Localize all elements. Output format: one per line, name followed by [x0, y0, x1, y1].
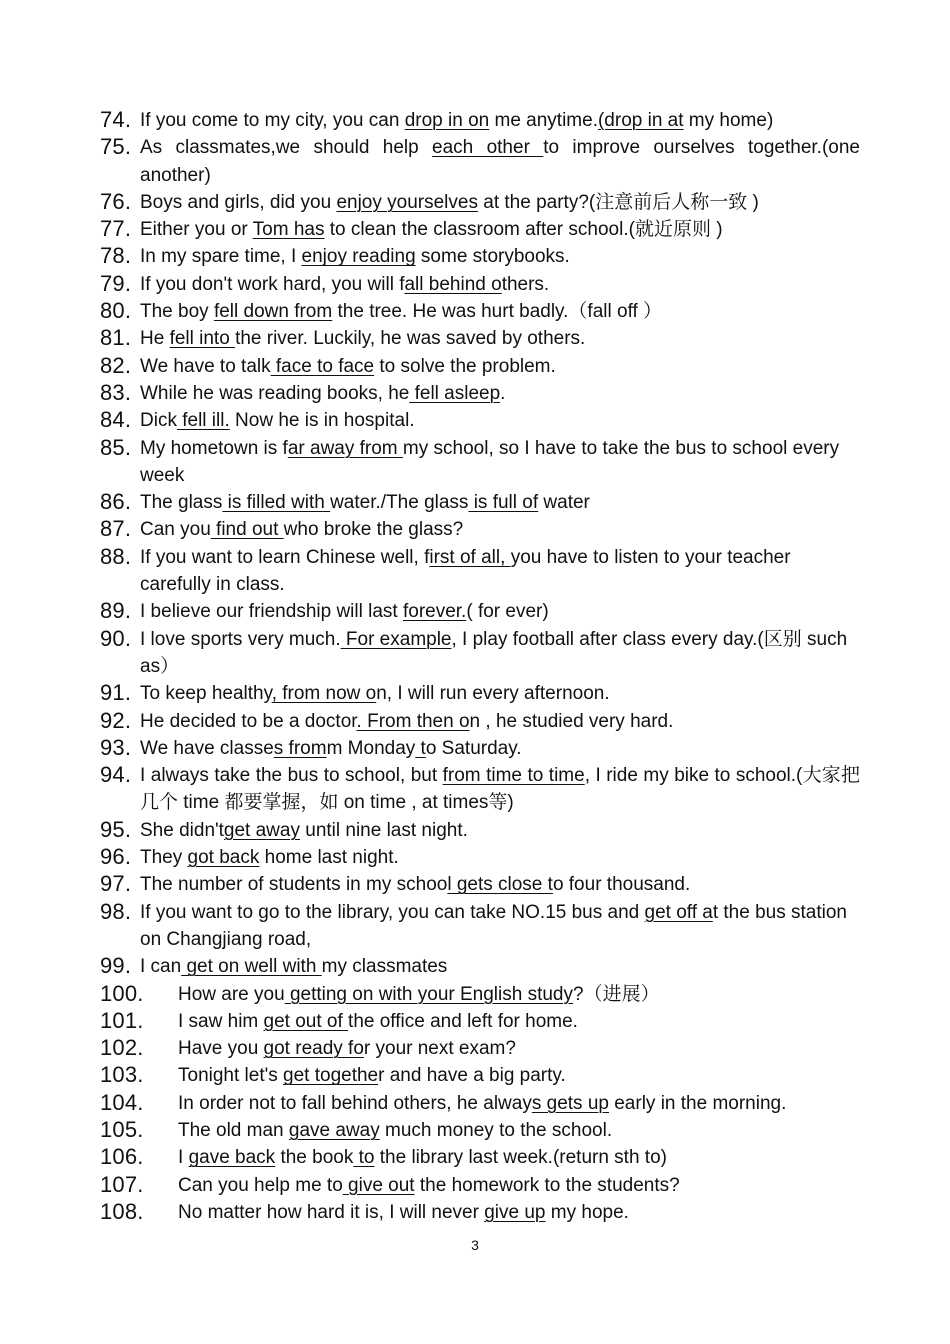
sentence-text: the homework to the students? — [414, 1174, 680, 1196]
underlined-phrase: irst of all, — [429, 546, 511, 568]
page-number: 3 — [471, 1237, 479, 1253]
sentence-text: How are you — [178, 983, 285, 1005]
item-sentence — [100, 953, 860, 980]
underlined-phrase: s gets up — [531, 1092, 609, 1114]
item-sentence — [100, 243, 860, 270]
list-item — [100, 1090, 860, 1117]
list-item — [100, 516, 860, 543]
sentence-text: He decided to be a doctor — [140, 710, 357, 732]
list-item — [100, 216, 860, 243]
sentence-text: thers. — [501, 273, 550, 295]
item-number: 101. — [100, 1007, 144, 1033]
item-sentence — [100, 899, 860, 954]
sentence-text: to improve ourselves together.(one another) — [140, 137, 860, 186]
sentence-text: much money to the school. — [379, 1119, 613, 1141]
underlined-phrase: get out of — [263, 1010, 349, 1032]
item-sentence — [100, 216, 860, 243]
item-number: 100. — [100, 980, 144, 1006]
sentence-text: I saw him — [178, 1010, 264, 1032]
underlined-phrase: face to face — [270, 355, 375, 377]
item-sentence — [100, 817, 860, 844]
item-number: 102. — [100, 1035, 144, 1061]
sentence-text: water — [538, 492, 590, 514]
underlined-phrase: all behind o — [404, 273, 502, 295]
list-item — [100, 1199, 860, 1226]
underlined-phrase: l gets close t — [447, 874, 553, 896]
underlined-phrase: each other — [432, 137, 544, 159]
list-item — [100, 844, 860, 871]
underlined-phrase: gave back — [188, 1147, 276, 1169]
item-sentence — [100, 1090, 860, 1117]
item-sentence — [100, 516, 860, 543]
item-number: 83. — [100, 379, 132, 405]
sentence-text: the tree. He was hurt badly.（fall off ） — [332, 301, 663, 323]
sentence-text: Tonight let's — [178, 1065, 284, 1087]
sentence-text: We have to talk — [140, 355, 271, 377]
list-item — [100, 680, 860, 707]
list-item — [100, 325, 860, 352]
sentence-text: the office and left for home. — [348, 1010, 578, 1032]
item-sentence — [100, 1008, 860, 1035]
item-number: 82. — [100, 352, 132, 378]
list-item — [100, 871, 860, 898]
sentence-text: early in the morning. — [608, 1092, 787, 1114]
underlined-phrase: fell down from — [213, 301, 333, 323]
item-number: 78. — [100, 243, 132, 269]
underlined-phrase: Tom has — [252, 219, 325, 241]
list-item — [100, 407, 860, 434]
sentence-text: He — [140, 328, 170, 350]
sentence-text: The old man — [178, 1119, 289, 1141]
list-item — [100, 762, 860, 817]
list-item — [100, 489, 860, 516]
underlined-phrase: getting on with your English study — [284, 983, 574, 1005]
list-item — [100, 435, 860, 490]
item-sentence — [100, 626, 860, 681]
item-sentence — [100, 1062, 860, 1089]
list-item — [100, 1117, 860, 1144]
sentence-text: n, I will run every afternoon. — [376, 683, 610, 705]
list-item — [100, 1035, 860, 1062]
item-number: 105. — [100, 1116, 144, 1142]
item-number: 85. — [100, 434, 132, 460]
item-number: 86. — [100, 489, 132, 515]
item-number: 98. — [100, 898, 132, 924]
item-number: 89. — [100, 598, 132, 624]
underlined-phrase: forever. — [402, 601, 467, 623]
list-item — [100, 298, 860, 325]
underlined-phrase: got ready fo — [263, 1038, 364, 1060]
sentence-text: , I ride my bike to school.(大家把几个 time 都要掌握，如 on time , at times等) — [140, 765, 860, 814]
sentence-text: r and have a big party. — [378, 1065, 566, 1087]
sentence-text: to clean the classroom after school.(就近原则 ) — [324, 219, 723, 241]
list-item — [100, 899, 860, 954]
sentence-text: who broke the glass? — [283, 519, 464, 541]
list-item — [100, 544, 860, 599]
sentence-text: If you come to my city, you can — [140, 110, 405, 131]
item-sentence — [100, 353, 860, 380]
item-sentence — [100, 544, 860, 599]
sentence-text: the library last week.(return sth to) — [374, 1147, 667, 1169]
list-item — [100, 271, 860, 298]
list-item — [100, 708, 860, 735]
sentence-text: until nine last night. — [299, 819, 468, 841]
sentence-text: To keep healthy — [140, 683, 272, 705]
list-item — [100, 353, 860, 380]
underlined-phrase: fell ill. — [176, 410, 230, 432]
sentence-text: my classmates — [321, 956, 448, 978]
item-number: 75. — [100, 134, 132, 160]
phrase-sentence-list — [100, 107, 860, 1226]
sentence-text: my school, so I have to take the bus to school every week — [140, 437, 840, 486]
sentence-text: Can you help me to — [178, 1174, 343, 1196]
underlined-phrase: find out — [210, 519, 284, 541]
sentence-text: If you want to learn Chinese well, f — [140, 546, 430, 568]
sentence-text: No matter how hard it is, I will never — [178, 1201, 485, 1223]
sentence-text: r your next exam? — [363, 1038, 516, 1060]
sentence-text: She didn't — [140, 819, 224, 841]
sentence-text: ( for ever) — [466, 601, 549, 623]
list-item — [100, 380, 860, 407]
item-sentence — [100, 1117, 860, 1144]
underlined-phrase: enjoy yourselves — [336, 191, 478, 213]
item-number: 96. — [100, 844, 132, 870]
underlined-phrase: to — [353, 1147, 375, 1169]
list-item — [100, 735, 860, 762]
underlined-phrase: is filled with — [222, 492, 331, 514]
sentence-text: home last night. — [259, 847, 399, 869]
underlined-phrase: get togethe — [283, 1065, 379, 1087]
sentence-text: Either you or — [140, 219, 253, 241]
list-item — [100, 107, 860, 134]
underlined-phrase: s from — [273, 737, 327, 759]
sentence-text: The boy — [140, 301, 214, 323]
list-item — [100, 134, 860, 189]
list-item — [100, 817, 860, 844]
sentence-text: My hometown is f — [140, 437, 288, 459]
sentence-text: some storybooks. — [415, 246, 570, 268]
item-sentence — [100, 380, 860, 407]
item-sentence — [100, 489, 860, 516]
item-number: 76. — [100, 188, 132, 214]
underlined-phrase: give up — [484, 1201, 546, 1223]
item-number: 90. — [100, 625, 132, 651]
underlined-phrase: get on well with — [181, 956, 322, 978]
item-sentence — [100, 735, 860, 762]
underlined-phrase: (drop in at — [597, 110, 684, 131]
sentence-text: I love sports very much. — [140, 628, 341, 650]
item-sentence — [100, 871, 860, 898]
underlined-phrase: get away — [223, 819, 300, 841]
sentence-text: the book — [275, 1147, 354, 1169]
item-number: 84. — [100, 407, 132, 433]
list-item — [100, 626, 860, 681]
sentence-text: I — [178, 1147, 189, 1169]
sentence-text: I always take the bus to school, but — [140, 765, 443, 787]
item-number: 80. — [100, 298, 132, 324]
sentence-text: Now he is in hospital. — [229, 410, 415, 432]
item-sentence — [100, 325, 860, 352]
sentence-text: me anytime. — [489, 110, 598, 131]
list-item — [100, 1062, 860, 1089]
sentence-text: I can — [140, 956, 182, 978]
sentence-text: ?（进展） — [573, 983, 660, 1005]
sentence-text: my home) — [683, 110, 774, 131]
item-sentence — [100, 189, 860, 216]
list-item — [100, 1008, 860, 1035]
underlined-phrase: . From then o — [356, 710, 470, 732]
item-number: 81. — [100, 325, 132, 351]
item-number: 94. — [100, 762, 132, 788]
sentence-text: o Saturday. — [425, 737, 522, 759]
item-number: 92. — [100, 707, 132, 733]
item-sentence — [100, 298, 860, 325]
sentence-text: , I play football after class every day.(区别 such as） — [140, 628, 848, 677]
list-item — [100, 953, 860, 980]
item-sentence — [100, 1144, 860, 1171]
sentence-text: Boys and girls, did you — [140, 191, 337, 213]
sentence-text: o four thousand. — [552, 874, 691, 896]
sentence-text: In order not to fall behind others, he alway — [178, 1092, 532, 1114]
sentence-text: If you don't work hard, you will f — [140, 273, 405, 295]
sentence-text: They — [140, 847, 188, 869]
underlined-phrase: fell asleep — [409, 382, 501, 404]
item-number: 87. — [100, 516, 132, 542]
sentence-text: n , he studied very hard. — [469, 710, 674, 732]
underlined-phrase: fell into — [169, 328, 236, 350]
sentence-text: We have classe — [140, 737, 274, 759]
item-number: 99. — [100, 953, 132, 979]
sentence-text: Can you — [140, 519, 211, 541]
list-item — [100, 1144, 860, 1171]
sentence-text: at the party?(注意前后人称一致 ) — [477, 191, 759, 213]
sentence-text: t the bus station on Changjiang road, — [140, 901, 847, 950]
list-item — [100, 243, 860, 270]
item-number: 104. — [100, 1089, 144, 1115]
item-sentence — [100, 134, 860, 189]
underlined-phrase: , from now o — [271, 683, 377, 705]
sentence-text: In my spare time, I — [140, 246, 302, 268]
item-number: 91. — [100, 680, 132, 706]
underlined-phrase: t — [415, 737, 426, 759]
sentence-text: Dick — [140, 410, 177, 432]
sentence-text: . — [500, 382, 506, 404]
underlined-phrase: from time to time — [442, 765, 585, 787]
sentence-text: As classmates,we should help — [140, 137, 433, 159]
underlined-phrase: ar away from — [287, 437, 403, 459]
item-sentence — [100, 271, 860, 298]
sentence-text: If you want to go to the library, you can take NO.15 bus and — [140, 901, 645, 923]
item-number: 97. — [100, 871, 132, 897]
item-sentence — [100, 1172, 860, 1199]
underlined-phrase: drop in on — [404, 110, 490, 131]
underlined-phrase: give out — [342, 1174, 415, 1196]
sentence-text: the river. Luckily, he was saved by others. — [235, 328, 586, 350]
item-sentence — [100, 708, 860, 735]
sentence-text: m Monday — [326, 737, 416, 759]
item-sentence — [100, 844, 860, 871]
item-sentence — [100, 107, 860, 134]
sentence-text: you have to listen to your teacher carefully in class. — [140, 546, 791, 596]
item-sentence — [100, 981, 860, 1008]
item-number: 74. — [100, 107, 132, 132]
underlined-phrase: enjoy reading — [301, 246, 416, 268]
underlined-phrase: is full of — [468, 492, 539, 514]
underlined-phrase: get off a — [644, 901, 713, 923]
sentence-text: The glass — [140, 492, 223, 514]
sentence-text: While he was reading books, he — [140, 382, 410, 404]
sentence-text: Have you — [178, 1038, 264, 1060]
underlined-phrase: For example — [340, 628, 452, 650]
item-number: 108. — [100, 1198, 144, 1224]
item-sentence — [100, 680, 860, 707]
underlined-phrase: got back — [187, 847, 260, 869]
item-sentence — [100, 762, 860, 817]
item-number: 93. — [100, 734, 132, 760]
item-sentence — [100, 435, 860, 490]
item-number: 95. — [100, 816, 132, 842]
item-sentence — [100, 407, 860, 434]
item-number: 103. — [100, 1062, 144, 1088]
item-number: 106. — [100, 1144, 144, 1170]
item-number: 88. — [100, 543, 132, 569]
underlined-phrase: gave away — [288, 1119, 380, 1141]
item-sentence — [100, 1199, 860, 1226]
item-sentence — [100, 598, 860, 625]
sentence-text: to solve the problem. — [374, 355, 556, 377]
list-item — [100, 189, 860, 216]
sentence-text: my hope. — [545, 1201, 629, 1223]
list-item — [100, 598, 860, 625]
sentence-text: I believe our friendship will last — [140, 601, 403, 623]
list-item — [100, 1172, 860, 1199]
item-sentence — [100, 1035, 860, 1062]
list-item — [100, 981, 860, 1008]
item-number: 77. — [100, 216, 132, 242]
sentence-text: water./The glass — [330, 492, 469, 514]
item-number: 107. — [100, 1171, 144, 1197]
sentence-text: The number of students in my schoo — [140, 874, 448, 896]
item-number: 79. — [100, 270, 132, 296]
